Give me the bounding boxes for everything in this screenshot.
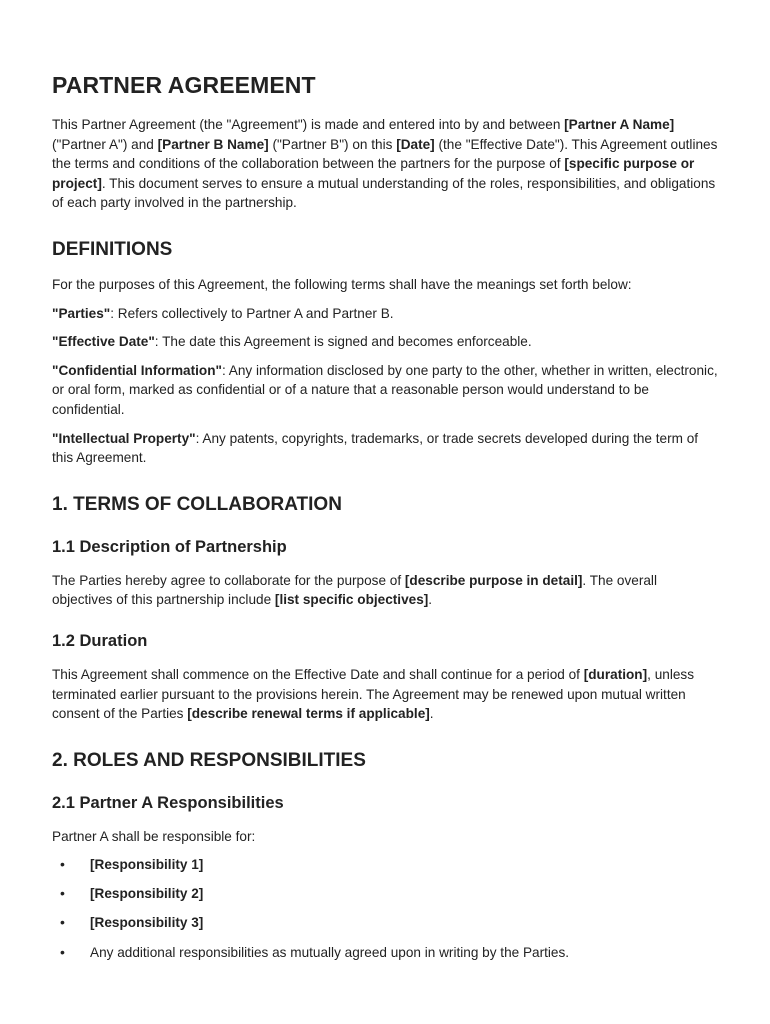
bullet-icon: • [60, 943, 65, 960]
bullet-icon: • [60, 914, 65, 931]
bullet-icon: • [60, 885, 65, 902]
partner-b-placeholder: [Partner B Name] [157, 136, 269, 152]
section-1-2-paragraph [52, 665, 718, 724]
section-1-1-paragraph [52, 571, 718, 610]
paragraph-text: . [428, 592, 433, 608]
bullet-icon: • [60, 856, 65, 873]
paragraph-text: The Parties hereby agree to collaborate for the purpose of [52, 572, 405, 588]
definition-item [52, 332, 718, 352]
responsibility-text: [Responsibility 3] [90, 915, 204, 931]
list-item [52, 855, 718, 875]
list-item [52, 913, 718, 933]
renewal-terms-placeholder: [describe renewal terms if applicable] [187, 706, 430, 722]
responsibility-text: [Responsibility 2] [90, 886, 204, 902]
definition-text: : The date this Agreement is signed and becomes enforceable. [154, 334, 532, 350]
definition-item [52, 429, 718, 468]
definition-term: "Parties" [52, 305, 111, 321]
paragraph-text: This Agreement shall commence on the Effective Date and shall continue for a period of [52, 666, 584, 682]
list-item [52, 884, 718, 904]
date-placeholder: [Date] [396, 136, 435, 152]
definition-term: "Effective Date" [52, 334, 155, 350]
partner-a-placeholder: [Partner A Name] [564, 117, 675, 132]
purpose-placeholder: [specific purpose or project] [52, 156, 695, 191]
intro-text-5: . This document serves to ensure a mutual understanding of the roles, responsibilities, and obligations of each party involved in the partnership. [52, 175, 716, 211]
definition-text: : Refers collectively to Partner A and Partner B. [110, 305, 394, 321]
purpose-detail-placeholder: [describe purpose in detail] [404, 572, 583, 588]
list-item [52, 943, 718, 963]
definition-term: "Intellectual Property" [52, 430, 196, 446]
section-1-heading: 1. TERMS OF COLLABORATION [52, 493, 342, 515]
definition-item [52, 361, 718, 420]
section-1-1-heading: 1.1 Description of Partnership [52, 537, 287, 556]
responsibility-list [52, 855, 718, 962]
definitions-heading: DEFINITIONS [52, 238, 173, 260]
responsibility-text: [Responsibility 1] [90, 857, 204, 873]
definition-term: "Confidential Information" [52, 362, 222, 378]
responsibility-text: Any additional responsibilities as mutually agreed upon in writing by the Parties. [90, 944, 570, 960]
definition-text: : Any information disclosed by one party to the other, whether in written, electronic, or oral form, marked as confidential or of a nature that a reasonable person would understand to be confidential. [52, 362, 718, 417]
section-2-heading: 2. ROLES AND RESPONSIBILITIES [52, 749, 366, 771]
section-2-1-heading: 2.1 Partner A Responsibilities [52, 793, 284, 812]
intro-text-3: ("Partner B") on this [268, 136, 397, 152]
intro-text-1: This Partner Agreement (the "Agreement") is made and entered into by and between [52, 117, 565, 132]
paragraph-text: . [429, 706, 434, 722]
section-1-2-heading: 1.2 Duration [52, 631, 148, 650]
intro-paragraph [52, 115, 718, 213]
intro-text-2: ("Partner A") and [52, 136, 158, 152]
duration-placeholder: [duration] [583, 666, 648, 682]
definition-text: : Any patents, copyrights, trademarks, or trade secrets developed during the term of this Agreement. [52, 430, 699, 466]
section-2-1-lead: Partner A shall be responsible for: [52, 828, 256, 844]
definition-item [52, 304, 718, 324]
definitions-lead: For the purposes of this Agreement, the following terms shall have the meanings set forth below: [52, 276, 632, 292]
intro-text-4: (the "Effective Date"). This Agreement outlines the terms and conditions of the collaboration between the partners for the purpose of [52, 136, 718, 172]
paragraph-text: . The overall objectives of this partnership include [52, 572, 657, 608]
paragraph-text: , unless terminated earlier pursuant to the provisions herein. The Agreement may be renewed upon mutual written consent of the Parties [52, 666, 695, 722]
objectives-placeholder: [list specific objectives] [274, 592, 429, 608]
document-title: PARTNER AGREEMENT [52, 72, 316, 98]
